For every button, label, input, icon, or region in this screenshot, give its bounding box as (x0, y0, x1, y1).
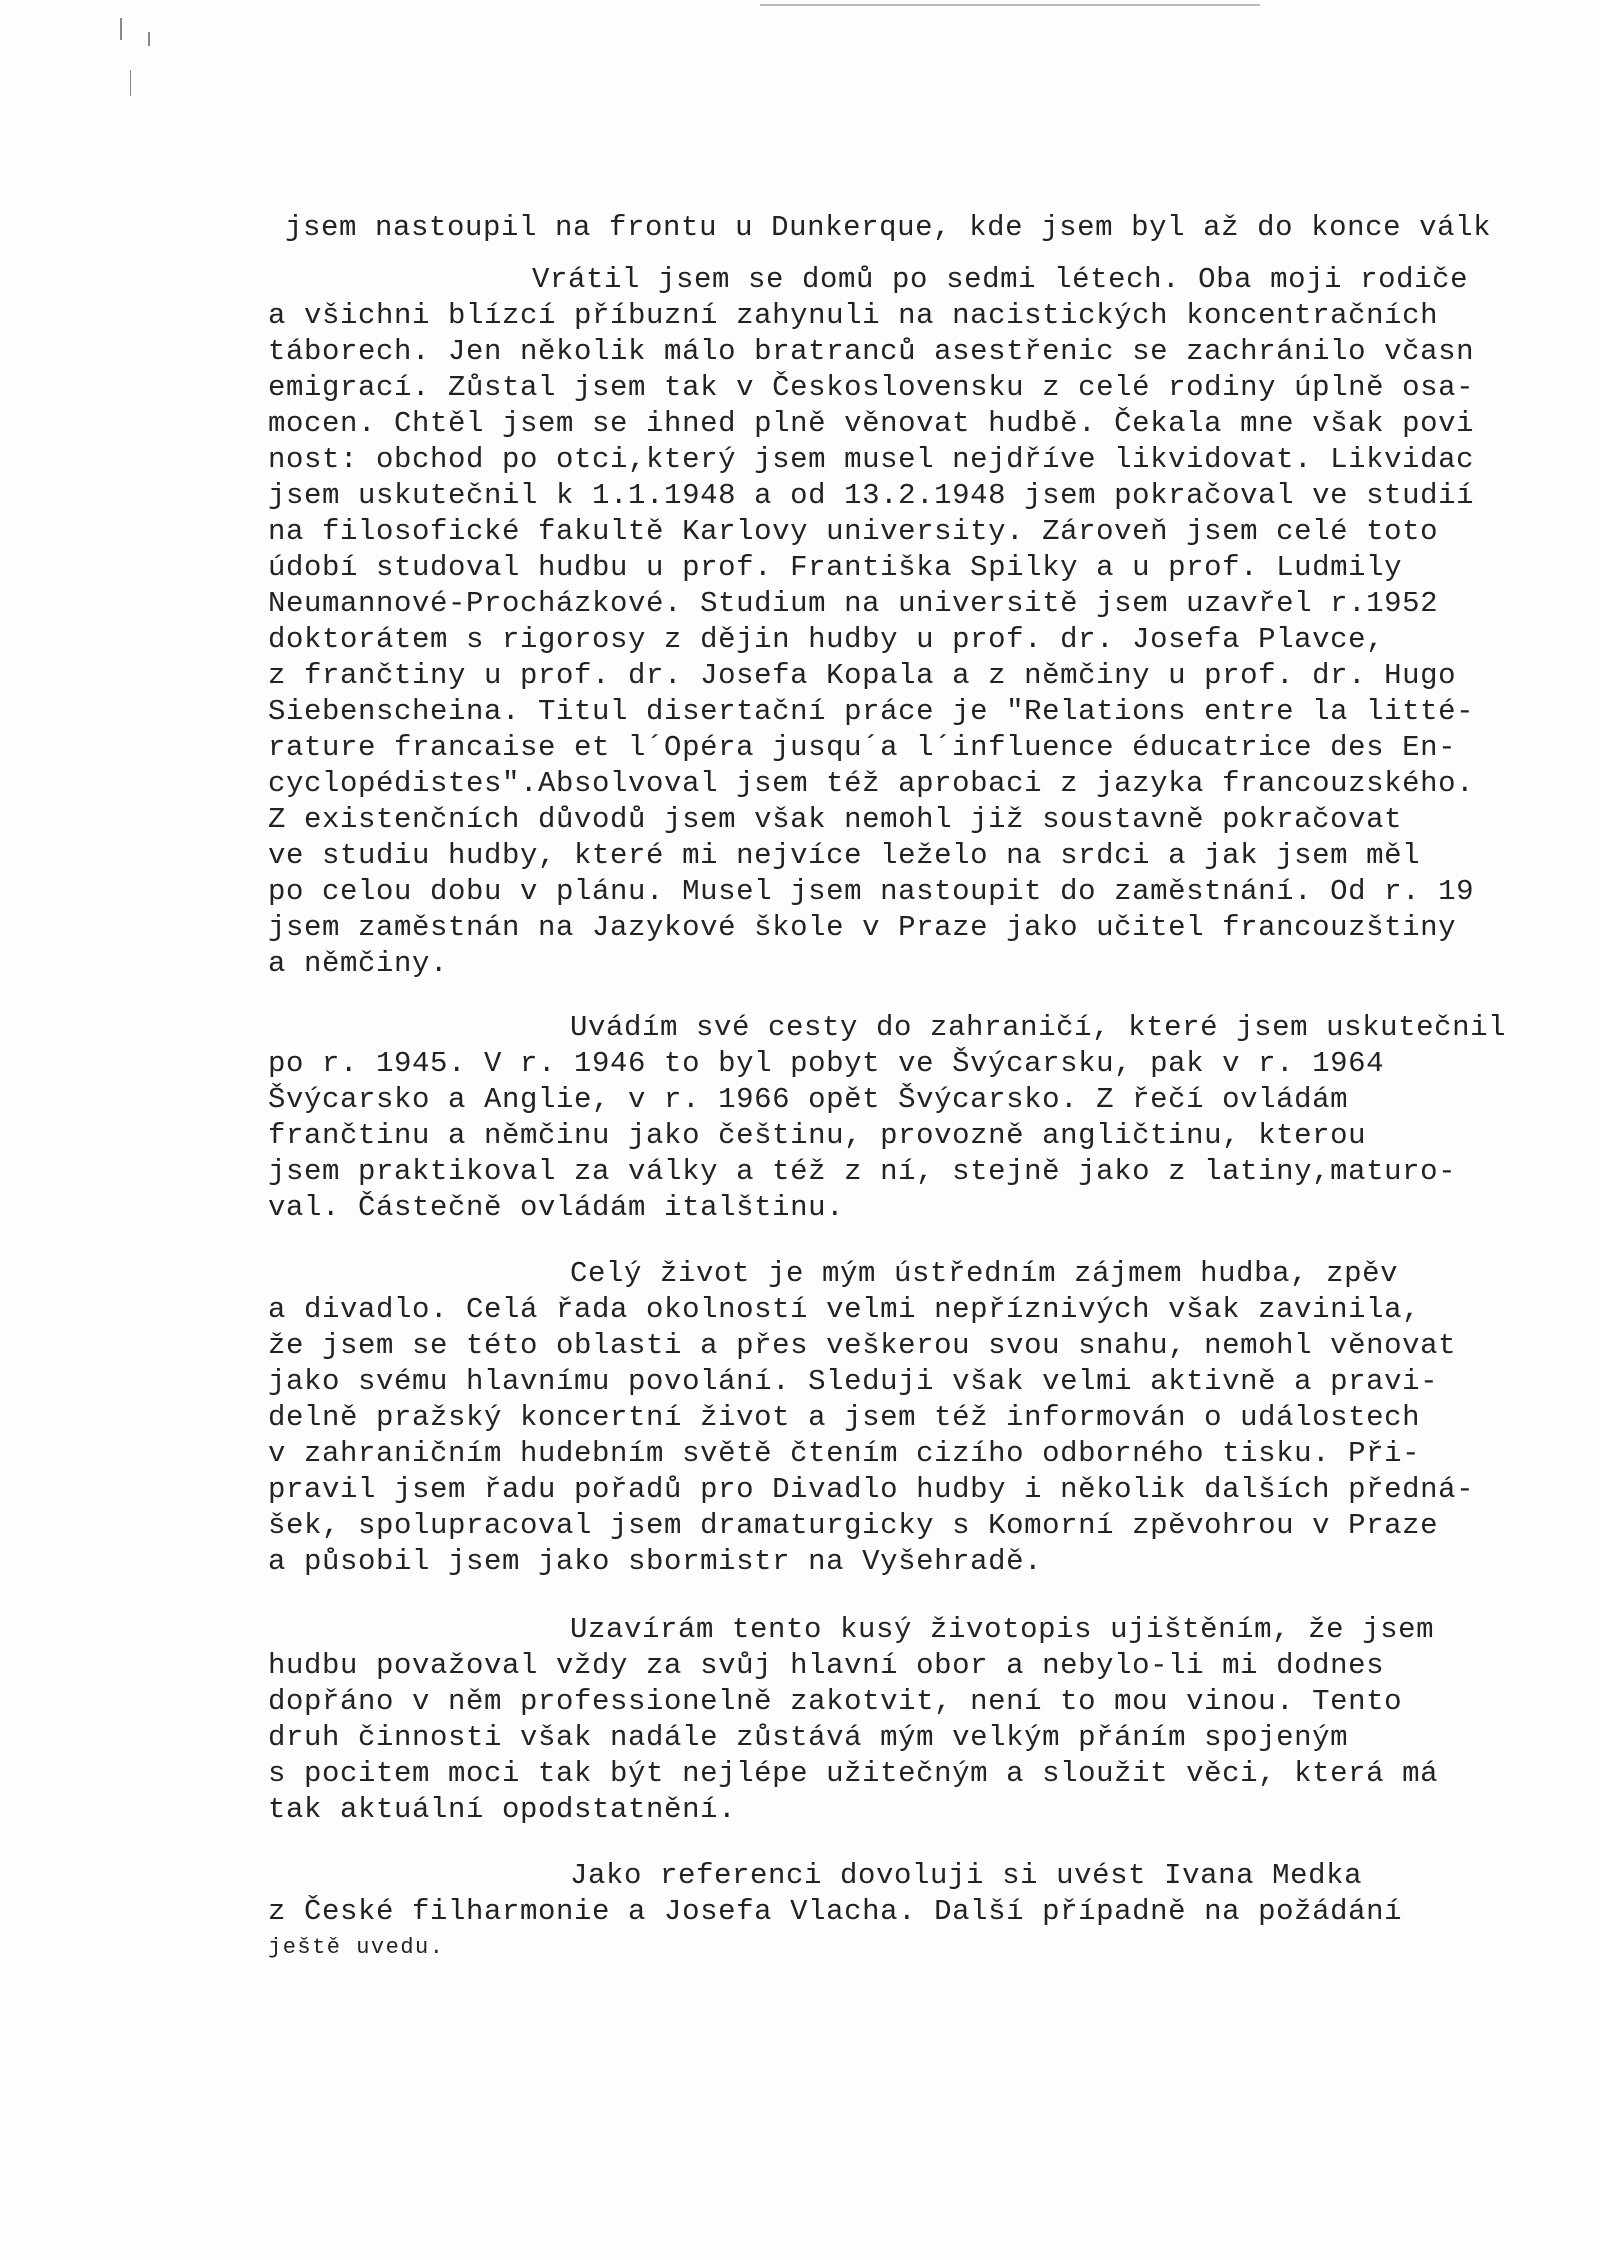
text-line: ve studiu hudby, které mi nejvíce leželo na srdci a jak jsem měl (268, 839, 1421, 872)
text-line: po r. 1945. V r. 1946 to byl pobyt ve Švýcarsku, pak v r. 1964 (268, 1047, 1385, 1080)
text-line: Celý život je mým ústředním zájmem hudba, zpěv (570, 1257, 1399, 1290)
text-line: z České filharmonie a Josefa Vlacha. Další případně na požádání (268, 1895, 1403, 1928)
text-line: Uvádím své cesty do zahraničí, které jsem uskutečnil (570, 1011, 1507, 1044)
text-line: údobí studoval hudbu u prof. Františka Spilky a u prof. Ludmily (268, 551, 1403, 584)
text-line: pravil jsem řadu pořadů pro Divadlo hudby i několik dalších předná- (268, 1473, 1475, 1506)
text-line: rature francaise et l´Opéra jusqu´a l´influence éducatrice des En- (268, 731, 1457, 764)
text-line: doktorátem s rigorosy z dějin hudby u prof. dr. Josefa Plavce, (268, 623, 1385, 656)
text-line: a divadlo. Celá řada okolností velmi nepříznivých však zavinila, (268, 1293, 1421, 1326)
text-line: druh činnosti však nadále zůstává mým velkým přáním spojeným (268, 1721, 1349, 1754)
text-line: jsem uskutečnil k 1.1.1948 a od 13.2.1948 jsem pokračoval ve studií (268, 479, 1475, 512)
text-line: jako svému hlavnímu povolání. Sleduji však velmi aktivně a pravi- (268, 1365, 1439, 1398)
text-line: po celou dobu v plánu. Musel jsem nastoupit do zaměstnání. Od r. 19 (268, 875, 1475, 908)
text-line: Jako referenci dovoluji si uvést Ivana Medka (570, 1859, 1363, 1892)
text-line: nost: obchod po otci,který jsem musel nejdříve likvidovat. Likvidac (268, 443, 1475, 476)
text-line: tak aktuální opodstatnění. (268, 1793, 737, 1826)
text-line: mocen. Chtěl jsem se ihned plně věnovat hudbě. Čekala mne však povi (268, 407, 1475, 440)
text-line: jsem praktikoval za války a též z ní, stejně jako z latiny,maturo- (268, 1155, 1457, 1188)
text-line: hudbu považoval vždy za svůj hlavní obor a nebylo-li mi dodnes (268, 1649, 1385, 1682)
text-line: z frančtiny u prof. dr. Josefa Kopala a z němčiny u prof. dr. Hugo (268, 659, 1457, 692)
text-line: jsem zaměstnán na Jazykové škole v Praze jako učitel francouzštiny (268, 911, 1457, 944)
text-line: cyclopédistes".Absolvoval jsem též aprobaci z jazyka francouzského. (268, 767, 1475, 800)
text-line: delně pražský koncertní život a jsem též informován o událostech (268, 1401, 1421, 1434)
text-line: val. Částečně ovládám italštinu. (268, 1191, 845, 1224)
text-line: a němčiny. (268, 947, 449, 980)
text-line: Z existenčních důvodů jsem však nemohl již soustavně pokračovat (268, 803, 1403, 836)
text-line: a všichni blízcí příbuzní zahynuli na nacistických koncentračních (268, 299, 1439, 332)
text-line: frančtinu a němčinu jako češtinu, provozně angličtinu, kterou (268, 1119, 1367, 1152)
text-line: táborech. Jen několik málo bratranců asestřenic se zachránilo včasn (268, 335, 1475, 368)
text-line: Siebenscheina. Titul disertační práce je "Relations entre la litté- (268, 695, 1475, 728)
text-line: ještě uvedu. (268, 1935, 445, 1960)
text-line: Vrátil jsem se domů po sedmi létech. Oba moji rodiče (532, 263, 1469, 296)
text-line: Neumannové-Procházkové. Studium na universitě jsem uzavřel r.1952 (268, 587, 1439, 620)
text-line: šek, spolupracoval jsem dramaturgicky s Komorní zpěvohrou v Praze (268, 1509, 1439, 1542)
text-line: v zahraničním hudebním světě čtením cizího odborného tisku. Při- (268, 1437, 1421, 1470)
text-line: emigrací. Zůstal jsem tak v Československu z celé rodiny úplně osa- (268, 371, 1475, 404)
text-line: na filosofické fakultě Karlovy university. Zároveň jsem celé toto (268, 515, 1439, 548)
text-line: Uzavírám tento kusý životopis ujištěním, že jsem (570, 1613, 1435, 1646)
text-line: Švýcarsko a Anglie, v r. 1966 opět Švýcarsko. Z řečí ovládám (268, 1083, 1349, 1116)
text-line: že jsem se této oblasti a přes veškerou svou snahu, nemohl věnovat (268, 1329, 1457, 1362)
text-line: a působil jsem jako sbormistr na Vyšehradě. (268, 1545, 1043, 1578)
text-line: dopřáno v něm professionelně zakotvit, není to mou vinou. Tento (268, 1685, 1403, 1718)
text-line: s pocitem moci tak být nejlépe užitečným a sloužit věci, která má (268, 1757, 1439, 1790)
text-line: jsem nastoupil na frontu u Dunkerque, kde jsem byl až do konce válk (285, 211, 1492, 244)
